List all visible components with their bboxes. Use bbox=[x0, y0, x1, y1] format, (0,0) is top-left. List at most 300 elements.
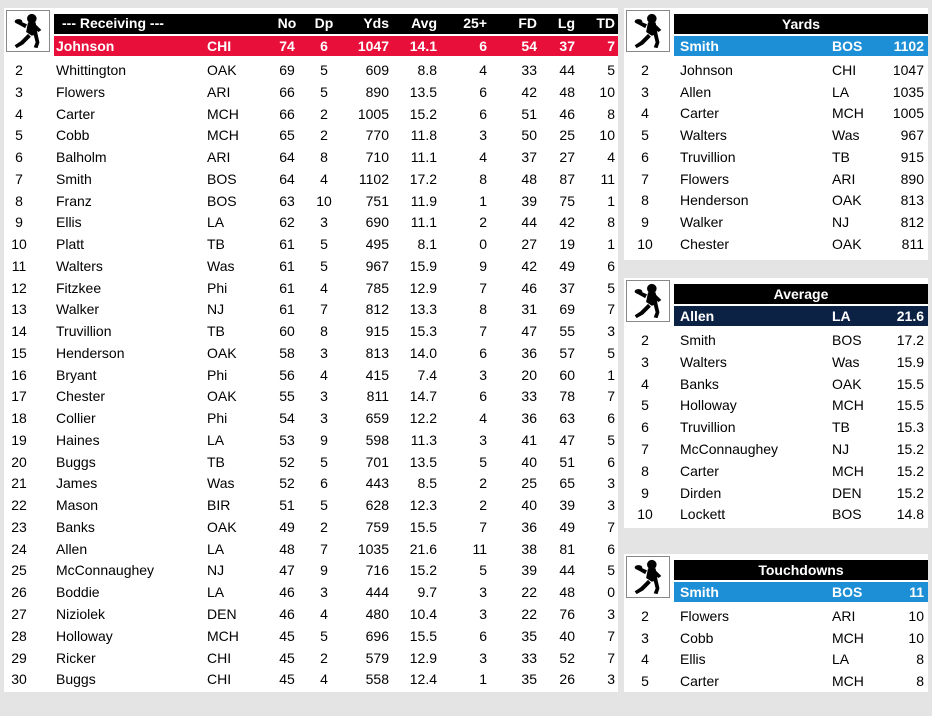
player-name: Walters bbox=[680, 353, 727, 370]
team-cell: BIR bbox=[207, 497, 231, 514]
value-cell: 812 bbox=[900, 213, 924, 230]
fd-cell: 33 bbox=[521, 388, 537, 405]
col-25plus: 25+ bbox=[463, 15, 487, 31]
rank-cell: 3 bbox=[641, 629, 649, 646]
no-cell: 74 bbox=[279, 38, 295, 54]
player-name: Truvillion bbox=[680, 148, 736, 165]
no-cell: 55 bbox=[279, 388, 295, 405]
rank-cell: 5 bbox=[15, 127, 23, 144]
rank-cell: 23 bbox=[11, 518, 27, 535]
plus25-cell: 2 bbox=[479, 214, 487, 231]
rank-cell: 18 bbox=[11, 410, 27, 427]
team-cell: BOS bbox=[832, 332, 862, 348]
plus25-cell: 5 bbox=[479, 562, 487, 579]
plus25-cell: 4 bbox=[479, 149, 487, 166]
table-row bbox=[624, 234, 928, 256]
player-name: Fitzkee bbox=[56, 279, 102, 296]
rank-cell: 4 bbox=[15, 105, 23, 122]
lg-cell: 26 bbox=[559, 671, 575, 688]
plus25-cell: 2 bbox=[479, 475, 487, 492]
avg-cell: 15.3 bbox=[409, 323, 437, 340]
value-cell: 17.2 bbox=[896, 332, 924, 348]
player-name: Cobb bbox=[56, 127, 90, 144]
table-row bbox=[4, 191, 618, 213]
dp-cell: 3 bbox=[320, 344, 328, 361]
team-cell: OAK bbox=[832, 235, 862, 252]
team-cell: ARI bbox=[207, 83, 231, 100]
td-cell: 0 bbox=[607, 584, 615, 601]
avg-cell: 8.5 bbox=[417, 475, 437, 492]
value-cell: 1047 bbox=[892, 62, 924, 78]
team-cell: Was bbox=[832, 353, 860, 370]
table-row bbox=[4, 343, 618, 365]
team-cell: OAK bbox=[832, 192, 862, 209]
rank-cell: 3 bbox=[15, 83, 23, 100]
no-cell: 60 bbox=[279, 323, 295, 340]
avg-cell: 15.5 bbox=[409, 627, 437, 644]
yards-title: Yards bbox=[781, 16, 821, 32]
team-cell: Phi bbox=[207, 410, 228, 427]
no-cell: 53 bbox=[279, 431, 295, 448]
value-cell: 967 bbox=[900, 127, 924, 144]
lg-cell: 87 bbox=[559, 170, 575, 187]
avg-cell: 11.3 bbox=[410, 431, 437, 448]
lg-cell: 49 bbox=[559, 257, 575, 274]
table-row bbox=[4, 321, 618, 343]
table-row bbox=[4, 430, 618, 452]
td-cell: 7 bbox=[607, 518, 615, 535]
lg-cell: 69 bbox=[559, 301, 575, 318]
table-row bbox=[4, 495, 618, 517]
team-cell: Was bbox=[207, 257, 235, 274]
avg-cell: 10.4 bbox=[409, 606, 437, 622]
td-cell: 3 bbox=[607, 606, 615, 622]
td-cell: 3 bbox=[607, 671, 615, 688]
value-cell: 14.8 bbox=[896, 506, 924, 523]
td-cell: 6 bbox=[607, 257, 615, 274]
plus25-cell: 3 bbox=[479, 127, 487, 144]
receiving-leader-row bbox=[4, 36, 618, 56]
no-cell: 56 bbox=[279, 366, 295, 383]
table-row bbox=[4, 60, 618, 82]
fd-cell: 27 bbox=[521, 236, 537, 253]
team-cell: TB bbox=[832, 148, 850, 165]
dp-cell: 5 bbox=[320, 62, 328, 78]
player-name: Smith bbox=[680, 584, 719, 600]
player-name: Carter bbox=[680, 462, 719, 479]
rank-cell: 22 bbox=[11, 497, 27, 514]
td-cell: 6 bbox=[607, 453, 615, 470]
lg-cell: 40 bbox=[559, 627, 575, 644]
fd-cell: 22 bbox=[521, 606, 537, 622]
no-cell: 66 bbox=[279, 83, 295, 100]
fd-cell: 20 bbox=[521, 366, 537, 383]
dp-cell: 3 bbox=[320, 388, 328, 405]
td-cell: 6 bbox=[607, 410, 615, 427]
player-name: Franz bbox=[56, 192, 92, 209]
player-name: Banks bbox=[56, 518, 95, 535]
player-name: Lockett bbox=[680, 506, 726, 523]
player-name: Flowers bbox=[56, 83, 106, 100]
player-name: Ricker bbox=[56, 649, 96, 666]
plus25-cell: 6 bbox=[479, 344, 487, 361]
average-leader-row bbox=[624, 306, 928, 326]
yds-cell: 659 bbox=[365, 410, 389, 427]
player-name: Balholm bbox=[56, 149, 107, 166]
value-cell: 811 bbox=[901, 235, 924, 252]
no-cell: 48 bbox=[279, 540, 295, 557]
average-header bbox=[674, 284, 928, 304]
yds-cell: 609 bbox=[365, 62, 389, 78]
yds-cell: 690 bbox=[365, 214, 389, 231]
player-name: Chester bbox=[680, 235, 730, 252]
no-cell: 61 bbox=[279, 279, 295, 296]
player-name: Chester bbox=[56, 388, 106, 405]
player-name: Carter bbox=[680, 105, 719, 122]
td-cell: 7 bbox=[607, 301, 615, 318]
rank-cell: 24 bbox=[11, 540, 27, 557]
fd-cell: 36 bbox=[521, 410, 537, 427]
team-cell: ARI bbox=[207, 149, 231, 166]
value-cell: 1005 bbox=[892, 105, 924, 122]
plus25-cell: 4 bbox=[479, 410, 487, 427]
fd-cell: 33 bbox=[521, 62, 537, 78]
team-cell: OAK bbox=[207, 388, 237, 405]
team-cell: DEN bbox=[207, 606, 237, 622]
team-cell: OAK bbox=[207, 62, 237, 78]
player-name: Smith bbox=[680, 38, 719, 54]
player-name: Haines bbox=[56, 431, 100, 448]
table-row bbox=[4, 452, 618, 474]
value-cell: 813 bbox=[900, 192, 924, 209]
player-name: Smith bbox=[680, 332, 716, 348]
fd-cell: 22 bbox=[521, 584, 537, 601]
table-row bbox=[4, 278, 618, 300]
table-row bbox=[4, 169, 618, 191]
player-name: Truvillion bbox=[56, 323, 112, 340]
lg-cell: 49 bbox=[559, 518, 575, 535]
rank-cell: 20 bbox=[11, 453, 27, 470]
plus25-cell: 9 bbox=[479, 257, 487, 274]
value-cell: 10 bbox=[908, 608, 924, 624]
lg-cell: 76 bbox=[559, 606, 575, 622]
rank-cell: 7 bbox=[641, 441, 649, 457]
value-cell: 10 bbox=[908, 629, 924, 646]
no-cell: 58 bbox=[279, 344, 295, 361]
dp-cell: 2 bbox=[320, 518, 328, 535]
player-name: Platt bbox=[56, 236, 85, 253]
fd-cell: 35 bbox=[521, 627, 537, 644]
plus25-cell: 3 bbox=[479, 584, 487, 601]
avg-cell: 7.4 bbox=[417, 366, 437, 383]
player-name: Niziolek bbox=[56, 606, 106, 622]
table-row bbox=[4, 256, 618, 278]
team-cell: LA bbox=[207, 214, 225, 231]
fd-cell: 48 bbox=[521, 170, 537, 187]
no-cell: 45 bbox=[279, 627, 295, 644]
fd-cell: 54 bbox=[521, 38, 537, 54]
plus25-cell: 7 bbox=[479, 518, 487, 535]
player-name: James bbox=[56, 475, 98, 492]
plus25-cell: 6 bbox=[479, 105, 487, 122]
dp-cell: 5 bbox=[320, 83, 328, 100]
team-cell: Was bbox=[832, 127, 860, 144]
value-cell: 15.9 bbox=[896, 353, 924, 370]
player-name: Cobb bbox=[680, 629, 714, 646]
table-row bbox=[624, 82, 928, 104]
td-cell: 7 bbox=[607, 649, 615, 666]
team-cell: TB bbox=[832, 419, 850, 436]
no-cell: 64 bbox=[279, 170, 295, 187]
team-cell: TB bbox=[207, 236, 225, 253]
plus25-cell: 5 bbox=[479, 453, 487, 470]
avg-cell: 15.5 bbox=[409, 518, 437, 535]
player-name: Johnson bbox=[680, 62, 733, 78]
rank-cell: 15 bbox=[11, 344, 27, 361]
rank-cell: 7 bbox=[641, 170, 649, 187]
player-name: Carter bbox=[56, 105, 95, 122]
team-cell: NJ bbox=[207, 562, 225, 579]
fd-cell: 35 bbox=[521, 671, 537, 688]
team-cell: LA bbox=[832, 308, 851, 324]
team-cell: CHI bbox=[832, 62, 857, 78]
table-row bbox=[624, 190, 928, 212]
touchdowns-panel bbox=[624, 554, 928, 692]
rank-cell: 19 bbox=[11, 431, 27, 448]
col-lg: Lg bbox=[557, 15, 575, 31]
rank-cell: 5 bbox=[641, 672, 649, 689]
table-row bbox=[4, 125, 618, 147]
fd-cell: 31 bbox=[521, 301, 537, 318]
td-cell: 7 bbox=[607, 38, 615, 54]
dp-cell: 5 bbox=[320, 257, 328, 274]
td-cell: 10 bbox=[599, 83, 615, 100]
player-name: Allen bbox=[680, 308, 715, 324]
touchdowns-header bbox=[674, 560, 928, 580]
no-cell: 49 bbox=[279, 518, 295, 535]
table-row bbox=[4, 234, 618, 256]
yards-header bbox=[674, 14, 928, 34]
no-cell: 62 bbox=[279, 214, 295, 231]
td-cell: 5 bbox=[607, 562, 615, 579]
player-name: Banks bbox=[680, 375, 719, 392]
avg-cell: 11.8 bbox=[410, 127, 437, 144]
no-cell: 52 bbox=[279, 475, 295, 492]
team-cell: LA bbox=[207, 431, 225, 448]
player-name: Henderson bbox=[56, 344, 125, 361]
no-cell: 46 bbox=[279, 584, 295, 601]
yds-cell: 444 bbox=[365, 584, 389, 601]
col-no: No bbox=[277, 15, 297, 31]
plus25-cell: 6 bbox=[479, 83, 487, 100]
player-name: Johnson bbox=[56, 38, 115, 54]
table-row bbox=[4, 473, 618, 495]
td-cell: 1 bbox=[607, 192, 615, 209]
fd-cell: 51 bbox=[521, 105, 537, 122]
team-cell: Phi bbox=[207, 279, 228, 296]
team-cell: MCH bbox=[832, 672, 864, 689]
lg-cell: 55 bbox=[559, 323, 575, 340]
dp-cell: 5 bbox=[320, 236, 328, 253]
team-cell: NJ bbox=[207, 301, 225, 318]
yds-cell: 495 bbox=[365, 236, 389, 253]
no-cell: 61 bbox=[279, 236, 295, 253]
table-row bbox=[4, 408, 618, 430]
td-cell: 1 bbox=[607, 236, 615, 253]
player-name: Flowers bbox=[680, 170, 730, 187]
team-cell: Phi bbox=[207, 366, 228, 383]
rank-cell: 7 bbox=[15, 170, 23, 187]
plus25-cell: 11 bbox=[472, 540, 487, 557]
rank-cell: 12 bbox=[11, 279, 27, 296]
table-row bbox=[4, 147, 618, 169]
table-row bbox=[624, 649, 928, 671]
yds-cell: 759 bbox=[365, 518, 389, 535]
table-row bbox=[4, 517, 618, 539]
yds-cell: 558 bbox=[365, 671, 389, 688]
rank-cell: 29 bbox=[11, 649, 27, 666]
table-row bbox=[624, 103, 928, 125]
fd-cell: 36 bbox=[521, 518, 537, 535]
td-cell: 8 bbox=[607, 214, 615, 231]
table-row bbox=[4, 604, 618, 626]
lg-cell: 37 bbox=[559, 279, 575, 296]
rank-cell: 10 bbox=[637, 506, 653, 523]
yds-cell: 480 bbox=[365, 606, 389, 622]
team-cell: BOS bbox=[207, 170, 237, 187]
fd-cell: 50 bbox=[521, 127, 537, 144]
td-cell: 3 bbox=[607, 497, 615, 514]
table-row bbox=[624, 628, 928, 650]
yds-cell: 915 bbox=[365, 323, 389, 340]
dp-cell: 9 bbox=[320, 431, 328, 448]
yds-cell: 770 bbox=[365, 127, 389, 144]
team-cell: LA bbox=[832, 83, 850, 100]
rank-cell: 2 bbox=[641, 62, 649, 78]
team-cell: DEN bbox=[832, 484, 862, 501]
player-name: Truvillion bbox=[680, 419, 736, 436]
rank-cell: 26 bbox=[11, 584, 27, 601]
yds-cell: 811 bbox=[366, 388, 389, 405]
fd-cell: 46 bbox=[521, 279, 537, 296]
yds-cell: 1047 bbox=[357, 38, 389, 54]
avg-cell: 12.9 bbox=[409, 649, 437, 666]
player-name: Boddie bbox=[56, 584, 100, 601]
player-name: Ellis bbox=[56, 214, 82, 231]
receiving-header bbox=[54, 14, 618, 34]
team-cell: MCH bbox=[207, 105, 239, 122]
player-name: Collier bbox=[56, 410, 96, 427]
value-cell: 8 bbox=[916, 672, 924, 689]
lg-cell: 52 bbox=[559, 649, 575, 666]
fd-cell: 47 bbox=[521, 323, 537, 340]
lg-cell: 37 bbox=[559, 38, 575, 54]
player-name: Holloway bbox=[680, 397, 737, 414]
lg-cell: 27 bbox=[559, 149, 575, 166]
plus25-cell: 4 bbox=[479, 62, 487, 78]
dp-cell: 10 bbox=[316, 192, 332, 209]
player-name: Ellis bbox=[680, 651, 706, 668]
table-row bbox=[4, 365, 618, 387]
no-cell: 61 bbox=[279, 257, 295, 274]
avg-cell: 17.2 bbox=[409, 170, 437, 187]
value-cell: 8 bbox=[916, 651, 924, 668]
lg-cell: 65 bbox=[559, 475, 575, 492]
dp-cell: 7 bbox=[320, 301, 328, 318]
lg-cell: 44 bbox=[559, 562, 575, 579]
player-name: Walters bbox=[56, 257, 103, 274]
td-cell: 10 bbox=[599, 127, 615, 144]
player-name: McConnaughey bbox=[680, 441, 779, 457]
plus25-cell: 3 bbox=[479, 606, 487, 622]
dp-cell: 3 bbox=[320, 214, 328, 231]
rank-cell: 9 bbox=[641, 213, 649, 230]
team-cell: MCH bbox=[832, 397, 864, 414]
avg-cell: 15.2 bbox=[409, 562, 437, 579]
no-cell: 64 bbox=[279, 149, 295, 166]
team-cell: OAK bbox=[207, 518, 237, 535]
value-cell: 15.2 bbox=[896, 462, 924, 479]
no-cell: 47 bbox=[279, 562, 295, 579]
table-row bbox=[4, 669, 618, 691]
dp-cell: 5 bbox=[320, 453, 328, 470]
player-name: Dirden bbox=[680, 484, 722, 501]
avg-cell: 12.4 bbox=[409, 671, 437, 688]
receiving-title: --- Receiving --- bbox=[62, 15, 164, 31]
dp-cell: 6 bbox=[320, 475, 328, 492]
player-name: Whittington bbox=[56, 62, 127, 78]
yds-cell: 696 bbox=[365, 627, 389, 644]
team-cell: TB bbox=[207, 323, 225, 340]
rank-cell: 3 bbox=[641, 83, 649, 100]
yds-cell: 1005 bbox=[357, 105, 389, 122]
plus25-cell: 6 bbox=[479, 627, 487, 644]
td-cell: 5 bbox=[607, 279, 615, 296]
dp-cell: 2 bbox=[320, 127, 328, 144]
plus25-cell: 1 bbox=[479, 671, 487, 688]
plus25-cell: 0 bbox=[479, 236, 487, 253]
rank-cell: 17 bbox=[11, 388, 27, 405]
team-cell: MCH bbox=[832, 462, 864, 479]
table-row bbox=[4, 560, 618, 582]
player-name: Bryant bbox=[56, 366, 97, 383]
avg-cell: 13.5 bbox=[409, 453, 437, 470]
td-cell: 1 bbox=[607, 366, 615, 383]
yds-cell: 1102 bbox=[358, 170, 389, 187]
table-row bbox=[624, 483, 928, 505]
avg-cell: 13.3 bbox=[409, 301, 437, 318]
table-row bbox=[624, 504, 928, 526]
lg-cell: 60 bbox=[559, 366, 575, 383]
team-cell: ARI bbox=[832, 608, 856, 624]
td-cell: 3 bbox=[607, 323, 615, 340]
player-name: Flowers bbox=[680, 608, 730, 624]
lg-cell: 46 bbox=[559, 105, 575, 122]
table-row bbox=[624, 395, 928, 417]
rank-cell: 2 bbox=[15, 62, 23, 78]
yds-cell: 716 bbox=[365, 562, 389, 579]
rank-cell: 30 bbox=[11, 671, 27, 688]
player-name: Holloway bbox=[56, 627, 113, 644]
plus25-cell: 3 bbox=[479, 366, 487, 383]
lg-cell: 48 bbox=[559, 584, 575, 601]
lg-cell: 44 bbox=[559, 62, 575, 78]
table-row bbox=[624, 417, 928, 439]
fd-cell: 25 bbox=[521, 475, 537, 492]
rank-cell: 8 bbox=[641, 462, 649, 479]
yds-cell: 598 bbox=[365, 431, 389, 448]
rank-cell: 2 bbox=[641, 332, 649, 348]
